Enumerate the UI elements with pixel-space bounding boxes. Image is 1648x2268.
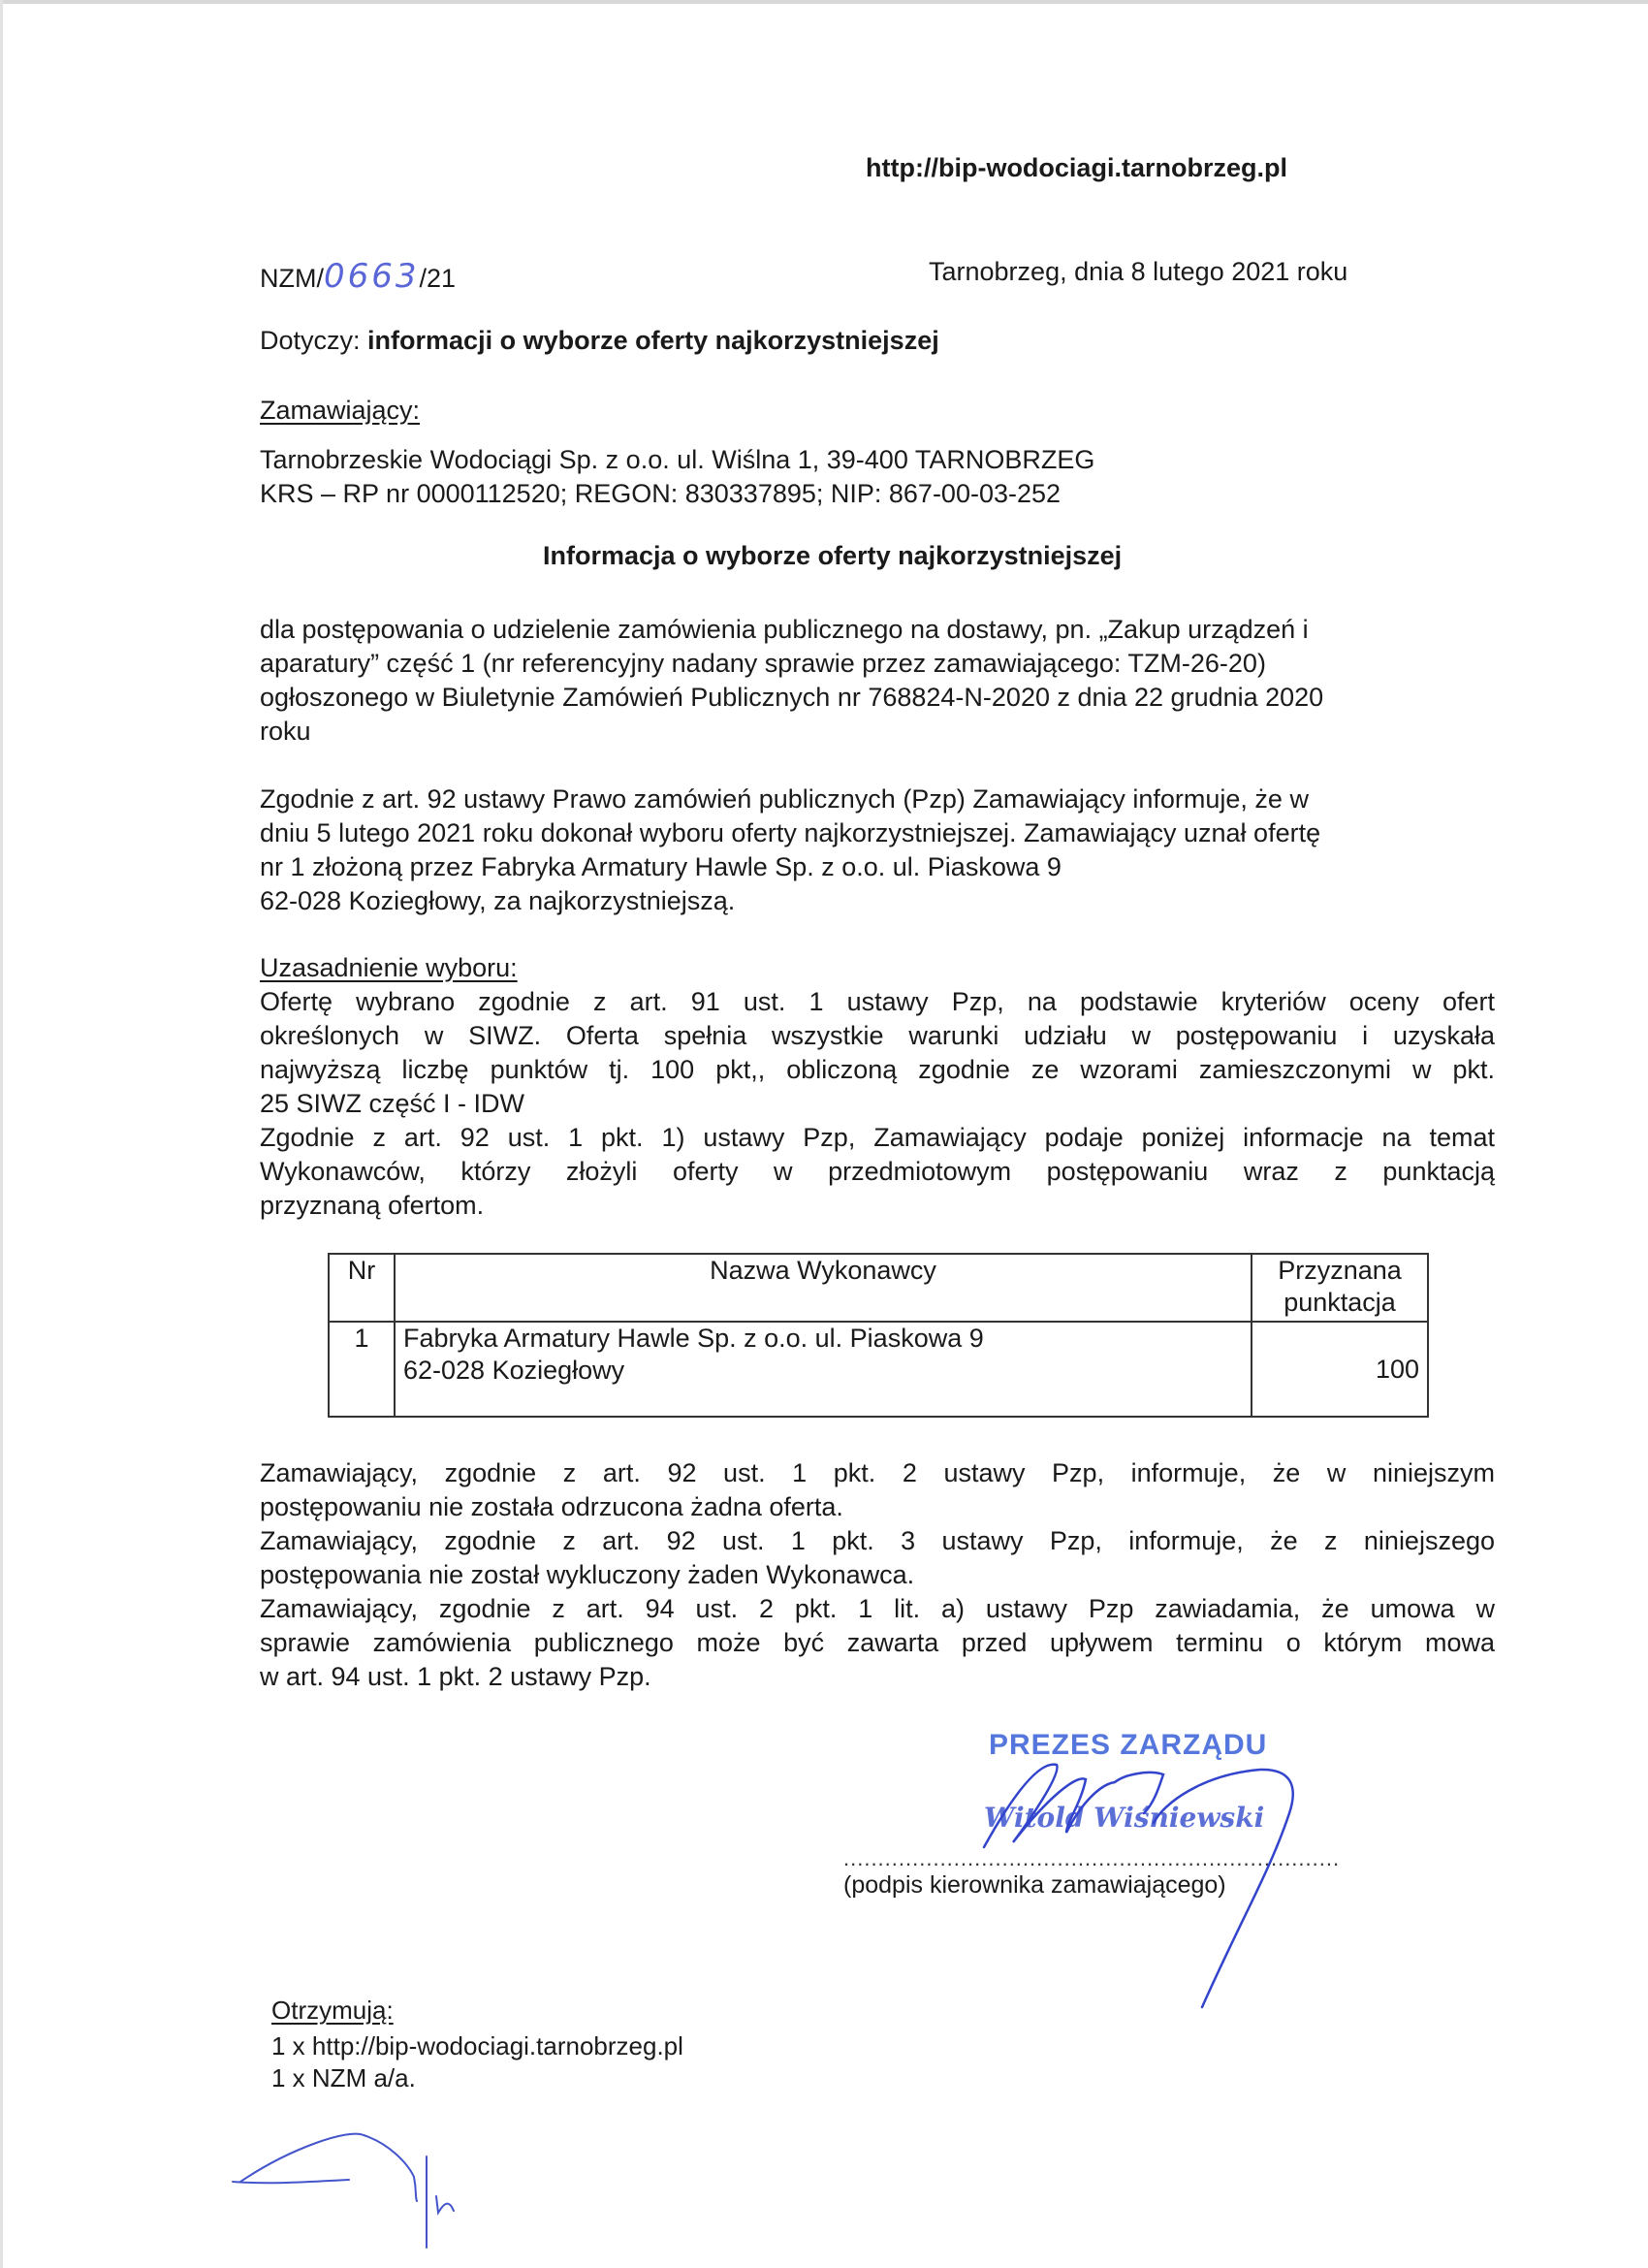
authority-registry: KRS – RP nr 0000112520; REGON: 830337895; NIP: 867-00-03-252	[260, 479, 1062, 508]
contracting-authority-label: Zamawiający:	[260, 396, 421, 425]
justification-line: Ofertę wybrano zgodnie z art. 91 ust. 1 ustawy Pzp, na podstawie kryteriów oceny ofert	[260, 987, 1495, 1016]
statement-line: Zamawiający, zgodnie z art. 92 ust. 1 pkt. 2 ustawy Pzp, informuje, że w niniejszym	[260, 1458, 1495, 1487]
table-header-row	[329, 1254, 1428, 1322]
statement-line: Zamawiający, zgodnie z art. 92 ust. 1 pkt. 3 ustawy Pzp, informuje, że z niniejszego	[260, 1526, 1495, 1555]
justification-line: przyznaną ofertom.	[260, 1191, 485, 1220]
ref-suffix: /21	[419, 264, 457, 293]
justification-line: najwyższą liczbę punktów tj. 100 pkt,, obliczoną zgodnie ze wzorami zamieszczonymi w pkt.	[260, 1055, 1495, 1084]
header-nr: Nr	[329, 1254, 395, 1322]
statement-line: sprawie zamówienia publicznego może być zawarta przed upływem terminu o którym mowa	[260, 1628, 1495, 1657]
cell-contractor-name	[395, 1322, 1252, 1417]
document-date: Tarnobrzeg, dnia 8 lutego 2021 roku	[929, 257, 1348, 286]
decision-line: Zgodnie z art. 92 ustawy Prawo zamówień publicznych (Pzp) Zamawiający informuje, że w	[260, 784, 1309, 814]
ref-prefix: NZM/	[260, 264, 324, 293]
initials-stroke-icon	[427, 2156, 454, 2248]
results-table	[328, 1253, 1429, 1418]
initials-mark-icon	[233, 2134, 417, 2201]
header-points-line2: punktacja	[1284, 1288, 1396, 1317]
scan-edge-left	[0, 0, 3, 2268]
cell-points: 100	[1252, 1322, 1428, 1417]
document-title: Informacja o wyborze oferty najkorzystniejszej	[543, 541, 1123, 570]
recipient-item: 1 x http://bip-wodociagi.tarnobrzeg.pl	[271, 2031, 683, 2060]
intro-line: roku	[260, 717, 311, 746]
statement-line: postępowania nie został wykluczony żaden Wykonawca.	[260, 1560, 915, 1589]
justification-body	[260, 985, 1495, 1223]
statement-line: Zamawiający, zgodnie z art. 94 ust. 2 pkt. 1 lit. a) ustawy Pzp zawiadamia, że umowa w	[260, 1594, 1495, 1623]
recipients-label: Otrzymują:	[271, 1996, 394, 2025]
subject-line	[260, 326, 939, 356]
justification-line: Zgodnie z art. 92 ust. 1 pkt. 1) ustawy Pzp, Zamawiający podaje poniżej informacje na temat	[260, 1123, 1495, 1152]
justification-line: określonych w SIWZ. Oferta spełnia wszystkie warunki udziału w postępowaniu i uzyskała	[260, 1021, 1495, 1050]
subject-text: informacji o wyborze oferty najkorzystniejszej	[367, 326, 939, 355]
ref-handwritten-number: 0663	[323, 257, 420, 296]
statements-body	[260, 1456, 1495, 1694]
header-contractor-name: Nazwa Wykonawcy	[395, 1254, 1252, 1322]
decision-line: nr 1 złożoną przez Fabryka Armatury Hawle Sp. z o.o. ul. Piaskowa 9	[260, 852, 1062, 881]
recipients-list	[271, 2030, 683, 2094]
decision-line: 62-028 Koziegłowy, za najkorzystniejszą.	[260, 886, 736, 915]
statement-line: postępowaniu nie została odrzucona żadna oferta.	[260, 1492, 843, 1521]
header-url: http://bip-wodociagi.tarnobrzeg.pl	[866, 153, 1287, 182]
recipient-item: 1 x NZM a/a.	[271, 2063, 416, 2092]
signature-dotted-line: ........................................................................	[843, 1846, 1341, 1870]
intro-line: aparatury” część 1 (nr referencyjny nadany sprawie przez zamawiającego: TZM-26-20)	[260, 649, 1266, 678]
reference-number	[260, 257, 456, 296]
contracting-authority-details	[260, 443, 1094, 511]
statements-section	[260, 1456, 1495, 1694]
justification-label: Uzasadnienie wyboru:	[260, 953, 518, 982]
statement-line: w art. 94 ust. 1 pkt. 2 ustawy Pzp.	[260, 1662, 651, 1691]
intro-paragraph	[260, 613, 1323, 749]
scan-edge-top	[0, 0, 1648, 4]
decision-paragraph	[260, 783, 1320, 918]
signature-caption: (podpis kierownika zamawiającego)	[843, 1871, 1226, 1899]
intro-line: dla postępowania o udzielenie zamówienia publicznego na dostawy, pn. „Zakup urządzeń i	[260, 615, 1309, 644]
stamp-title: PREZES ZARZĄDU	[989, 1729, 1268, 1761]
justification-section	[260, 951, 1495, 1223]
intro-line: ogłoszonego w Biuletynie Zamówień Publicznych nr 768824-N-2020 z dnia 22 grudnia 2020	[260, 683, 1324, 712]
header-points	[1252, 1254, 1428, 1322]
justification-line: Wykonawców, którzy złożyli oferty w przedmiotowym postępowaniu wraz z punktacją	[260, 1157, 1495, 1186]
justification-line: 25 SIWZ część I - IDW	[260, 1089, 525, 1118]
subject-label: Dotyczy:	[260, 326, 361, 355]
authority-address: Tarnobrzeskie Wodociągi Sp. z o.o. ul. Wiślna 1, 39-400 TARNOBRZEG	[260, 445, 1095, 474]
cell-nr: 1	[329, 1322, 395, 1417]
stamp-name: Witold Wiśniewski	[984, 1802, 1265, 1834]
contractor-name-line2: 62-028 Koziegłowy	[403, 1356, 625, 1385]
table-row	[329, 1322, 1428, 1417]
contractor-name-line1: Fabryka Armatury Hawle Sp. z o.o. ul. Piaskowa 9	[403, 1324, 984, 1353]
decision-line: dniu 5 lutego 2021 roku dokonał wyboru oferty najkorzystniejszej. Zamawiający uznał ofertę	[260, 818, 1321, 847]
header-points-line1: Przyznana	[1278, 1256, 1402, 1285]
